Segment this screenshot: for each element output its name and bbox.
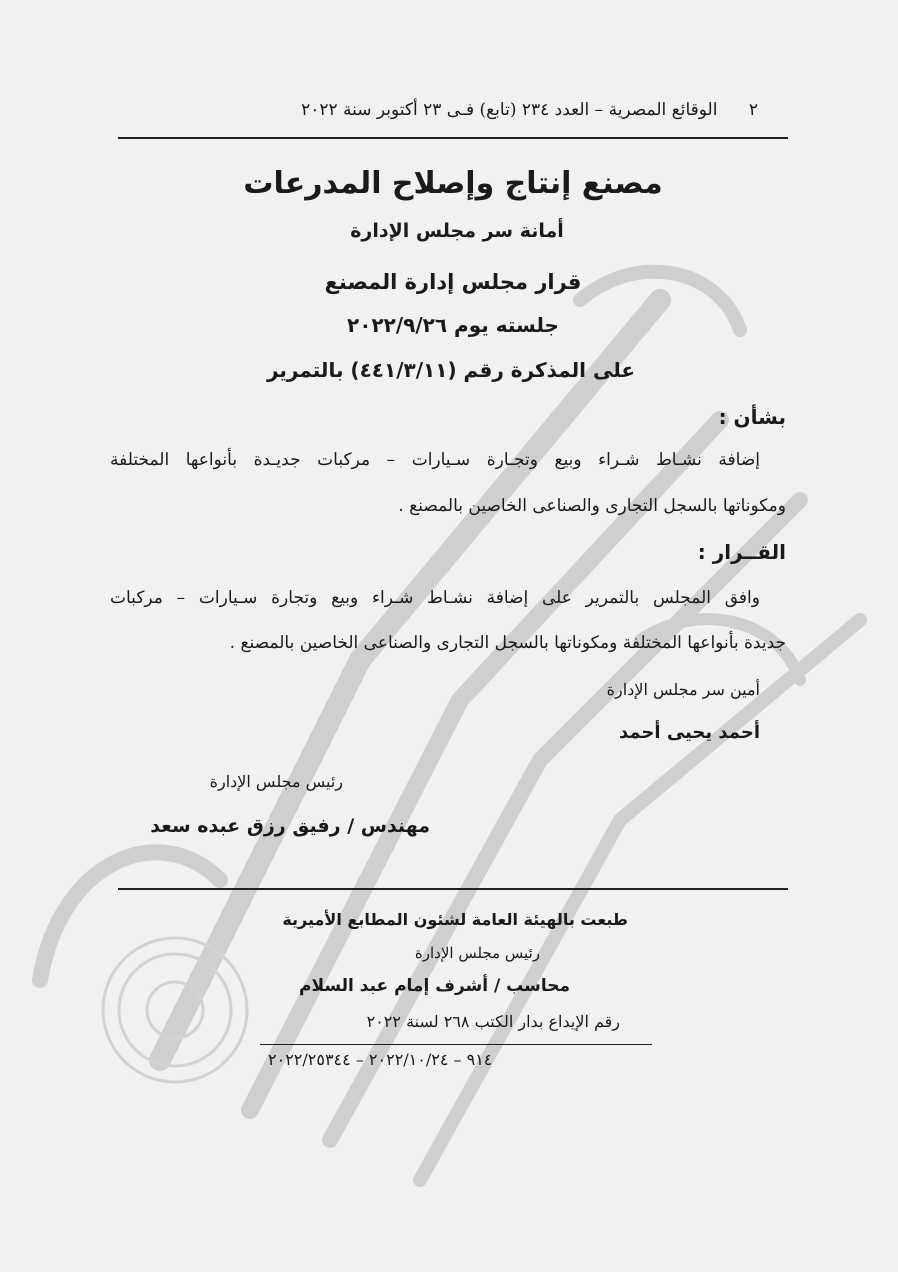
- decision-title: قرار مجلس إدارة المصنع: [324, 270, 582, 294]
- footer-rule: [118, 888, 788, 890]
- header-rule: [118, 137, 788, 139]
- deposit-rule: [260, 1044, 652, 1045]
- decision-line: وافق المجلس بالتمرير على إضافة نشـاط شـراء وبيع وتجارة سـيارات – مركبات: [110, 588, 760, 608]
- decision-line: جديدة بأنواعها المختلفة ومكوناتها بالسجل التجارى والصناعى الخاصين بالمصنع .: [229, 633, 786, 653]
- organization-title: مصنع إنتاج وإصلاح المدرعات: [243, 166, 663, 201]
- deposit-number: رقم الإيداع بدار الكتب ٢٦٨ لسنة ٢٠٢٢: [366, 1012, 620, 1031]
- page-number: ٢: [748, 100, 758, 120]
- subject-line: ومكوناتها بالسجل التجارى والصناعى الخاصين بالمصنع .: [398, 496, 786, 516]
- secretary-name: أحمد يحيى أحمد: [618, 722, 760, 743]
- subject-line: إضافة نشـاط شـراء وبيع وتجـارة سـيارات – مركبات جديـدة بأنواعها المختلفة: [110, 450, 760, 470]
- printer-chairman-label: رئيس مجلس الإدارة: [414, 944, 540, 962]
- session-date: جلسته يوم ٢٠٢٢/٩/٢٦: [347, 313, 559, 337]
- chairman-label: رئيس مجلس الإدارة: [209, 772, 343, 791]
- chairman-name: مهندس / رفيق رزق عبده سعد: [150, 815, 430, 837]
- decision-heading: القــرار :: [697, 540, 786, 564]
- memo-reference: على المذكرة رقم (٤٤١/٣/١١) بالتمرير: [266, 358, 636, 382]
- running-title: الوقائع المصرية – العدد ٢٣٤ (تابع) فـى ٢٣ أكتوبر سنة ٢٠٢٢: [301, 100, 718, 120]
- department-title: أمانة سر مجلس الإدارة: [350, 220, 564, 242]
- printer-chairman-name: محاسب / أشرف إمام عبد السلام: [299, 976, 570, 996]
- secretary-label: أمين سر مجلس الإدارة: [606, 680, 760, 699]
- issue-code: ٩١٤ – ٢٠٢٢/١٠/٢٤ – ٢٠٢٢/٢٥٣٤٤: [268, 1050, 493, 1069]
- subject-heading: بشأن :: [718, 405, 786, 429]
- printer-credit: طبعت بالهيئة العامة لشئون المطابع الأميرية: [282, 910, 628, 929]
- running-header: [138, 100, 758, 120]
